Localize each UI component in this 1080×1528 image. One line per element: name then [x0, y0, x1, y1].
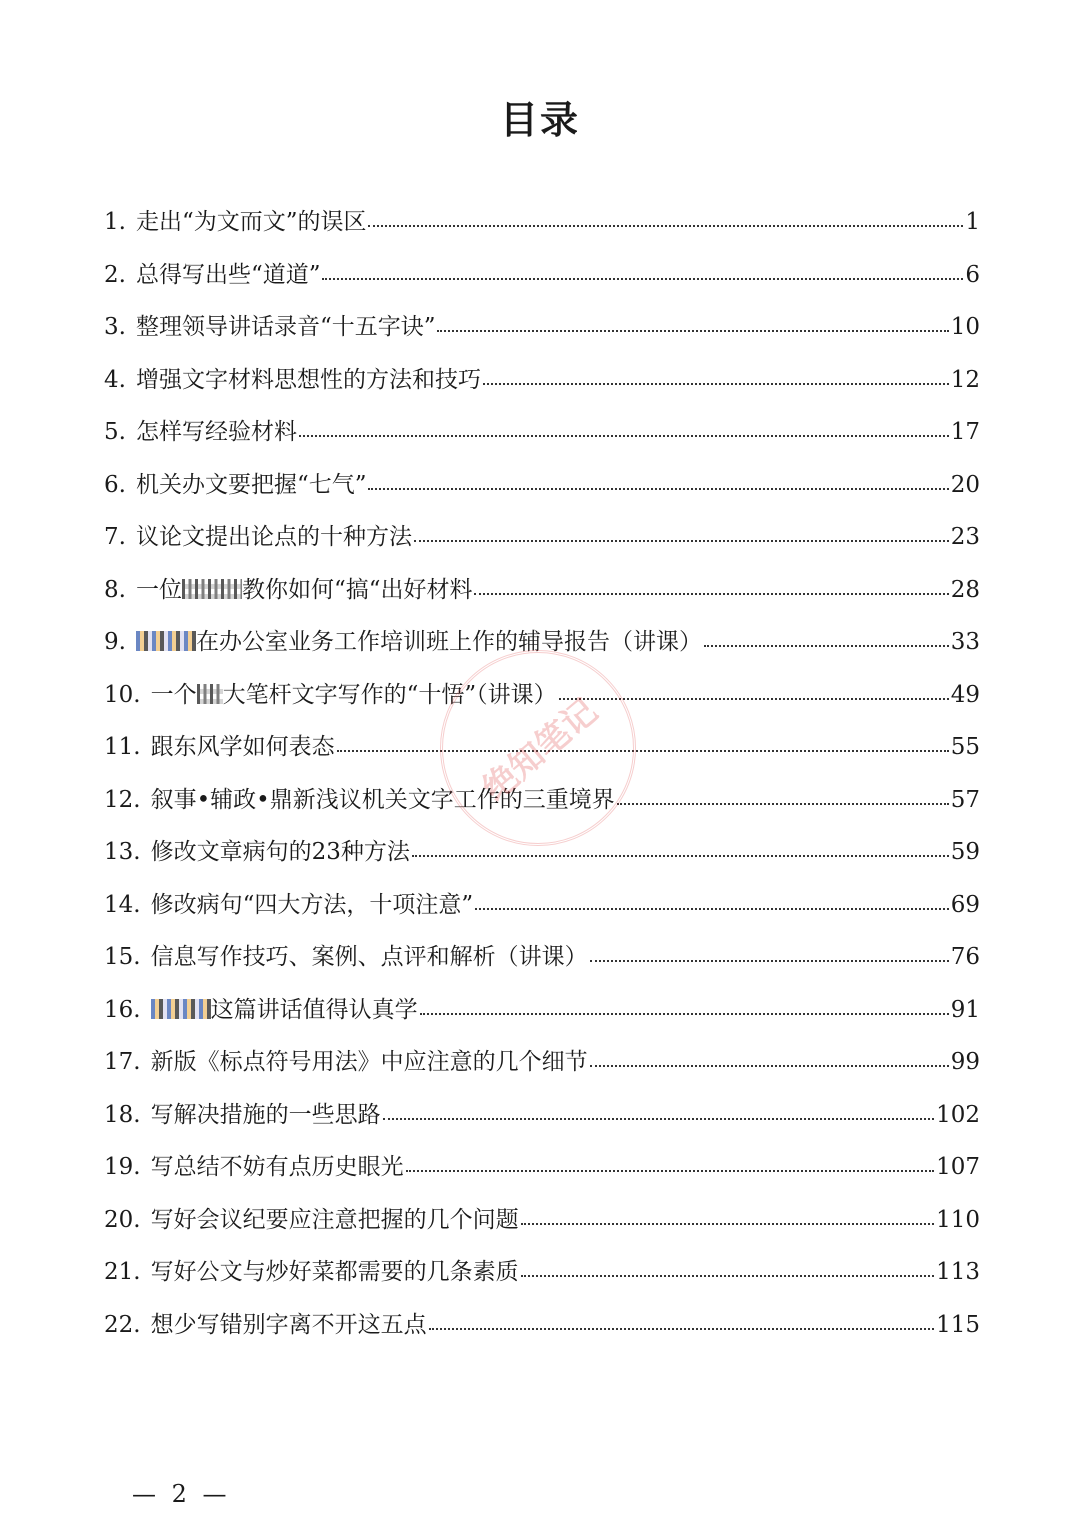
- toc-entry-title-part: 教你如何“搞“出好材料: [241, 576, 473, 603]
- toc-entry-title: [136, 616, 702, 669]
- toc-entry[interactable]: [104, 249, 980, 302]
- redacted-text-block: [197, 684, 223, 704]
- toc-entry-number: 4.: [104, 366, 126, 393]
- toc-entry[interactable]: [104, 196, 980, 249]
- toc-entry-page-number: 17: [950, 419, 980, 445]
- toc-entry-page-number: 28: [950, 576, 980, 603]
- toc-entry-title: 修改文章病句的23种方法: [150, 839, 410, 865]
- dot-leader: [420, 999, 949, 1017]
- toc-entry-title: 写好会议纪要应注意把握的几个问题: [150, 1206, 519, 1233]
- dot-leader: [590, 946, 949, 964]
- toc-entry[interactable]: [104, 301, 980, 354]
- toc-entry-title: 写解决措施的一些思路: [150, 1101, 381, 1128]
- toc-entry-number: 10.: [104, 681, 141, 708]
- toc-entry-title-part: 一位: [135, 576, 182, 603]
- toc-entry[interactable]: [104, 406, 980, 459]
- toc-entry[interactable]: [104, 1299, 980, 1352]
- toc-entry-title: 新版《标点符号用法》中应注意的几个细节: [150, 1049, 588, 1075]
- toc-entry-number: 9.: [104, 629, 126, 655]
- toc-entry-page-number: 115: [936, 1311, 980, 1338]
- toc-entry-page-number: 10: [950, 314, 980, 340]
- toc-entry-page-number: 23: [950, 524, 980, 550]
- toc-entry-number: 21.: [104, 1259, 141, 1285]
- dot-leader: [414, 526, 949, 544]
- dot-leader: [475, 894, 949, 912]
- toc-entry[interactable]: [104, 564, 980, 617]
- toc-entry-page-number: 69: [950, 891, 980, 918]
- watermark-stamp: [440, 650, 636, 846]
- dot-leader: [590, 1051, 949, 1069]
- toc-entry-title: 跟东风学如何表态: [150, 734, 335, 760]
- toc-entry[interactable]: [104, 1089, 980, 1142]
- toc-entry[interactable]: [104, 879, 980, 932]
- toc-entry[interactable]: [104, 1194, 980, 1247]
- toc-entry-title: 修改病句“四大方法，十项注意”: [150, 891, 474, 918]
- toc-entry-title: 议论文提出论点的十种方法: [135, 524, 412, 550]
- toc-entry-number: 3.: [104, 314, 126, 340]
- toc-entry-page-number: 12: [950, 366, 980, 393]
- toc-entry-number: 20.: [104, 1206, 141, 1233]
- toc-entry-page-number: 6: [965, 261, 980, 288]
- dot-leader: [383, 1104, 935, 1122]
- toc-entry-title-part: 这篇讲话值得认真学: [210, 996, 418, 1023]
- toc-entry-number: 22.: [104, 1311, 141, 1338]
- toc-entry-number: 2.: [104, 261, 126, 288]
- toc-entry[interactable]: [104, 1246, 980, 1299]
- toc-entry-number: 12.: [104, 786, 141, 813]
- watermark-text: 绝知笔记: [475, 691, 606, 810]
- toc-entry-title: 机关办文要把握“七气”: [135, 471, 367, 498]
- toc-entry-title: 走出“为文而文”的误区: [135, 209, 367, 235]
- toc-entry-title: 写总结不妨有点历史眼光: [150, 1154, 404, 1180]
- toc-entry-page-number: 76: [950, 944, 980, 970]
- toc-entry[interactable]: [104, 931, 980, 984]
- redacted-text-block: [136, 631, 196, 651]
- toc-entry-title-part: 一个: [150, 681, 197, 708]
- toc-entry[interactable]: [104, 459, 980, 512]
- toc-entry-title: 总得写出些“道道”: [135, 261, 321, 288]
- toc-entry-page-number: 20: [950, 471, 980, 498]
- dot-leader: [483, 369, 949, 387]
- dot-leader: [337, 736, 949, 754]
- toc-entry-page-number: 110: [936, 1206, 980, 1233]
- toc-entry-title: [136, 564, 473, 617]
- toc-entry[interactable]: [104, 511, 980, 564]
- toc-entry-page-number: 33: [950, 629, 980, 655]
- dot-leader: [412, 841, 949, 859]
- dot-leader: [521, 1209, 935, 1227]
- toc-entry-number: 17.: [104, 1049, 141, 1075]
- toc-entry-number: 7.: [104, 524, 126, 550]
- dot-leader: [521, 1261, 935, 1279]
- dot-leader: [617, 789, 949, 807]
- toc-entry-number: 1.: [104, 209, 126, 235]
- redacted-text-block: [182, 579, 242, 599]
- toc-entry-page-number: 99: [950, 1049, 980, 1075]
- toc-entry-title-part: 大笔杆文字写作的“十悟”（讲课）: [222, 681, 557, 708]
- dot-leader: [429, 1314, 935, 1332]
- toc-entry-page-number: 59: [950, 839, 980, 865]
- toc-entry[interactable]: [104, 1036, 980, 1089]
- toc-entry[interactable]: [104, 354, 980, 407]
- dot-leader: [474, 579, 948, 597]
- toc-entry-page-number: 49: [950, 681, 980, 708]
- page-title: 目录: [499, 97, 580, 142]
- toc-entry-number: 18.: [104, 1101, 141, 1128]
- toc-entry-page-number: 91: [950, 996, 980, 1023]
- dot-leader: [368, 211, 963, 229]
- toc-entry-number: 11.: [104, 734, 141, 760]
- toc-entry-title: 写好公文与炒好菜都需要的几条素质: [150, 1259, 519, 1285]
- toc-entry[interactable]: [104, 984, 980, 1037]
- toc-entry-page-number: 102: [936, 1101, 980, 1128]
- toc-entry-title-part: 在办公室业务工作培训班上作的辅导报告（讲课）: [195, 629, 702, 655]
- toc-entry-number: 14.: [104, 891, 141, 918]
- toc-entry[interactable]: [104, 1141, 980, 1194]
- dot-leader: [406, 1156, 935, 1174]
- toc-entry-title: 增强文字材料思想性的方法和技巧: [135, 366, 481, 393]
- page-number-footer: — 2 —: [132, 1480, 231, 1508]
- toc-entry-title: [151, 984, 418, 1037]
- toc-entry-title: 怎样写经验材料: [135, 419, 297, 445]
- toc-entry-title: 想少写错别字离不开这五点: [150, 1311, 427, 1338]
- toc-entry-number: 6.: [104, 471, 126, 498]
- dot-leader: [322, 264, 963, 282]
- toc-entry-page-number: 55: [950, 734, 980, 760]
- dot-leader: [704, 631, 949, 649]
- toc-entry-number: 19.: [104, 1154, 141, 1180]
- toc-entry-number: 5.: [104, 419, 126, 445]
- toc-entry-page-number: 113: [936, 1259, 980, 1285]
- toc-entry-title: 整理领导讲话录音“十五字诀”: [135, 314, 436, 340]
- toc-entry-page-number: 57: [950, 786, 980, 813]
- dot-leader: [299, 421, 949, 439]
- dot-leader: [368, 474, 948, 492]
- toc-entry-number: 15.: [104, 944, 141, 970]
- toc-entry-title: 信息写作技巧、案例、点评和解析（讲课）: [150, 944, 588, 970]
- dot-leader: [437, 316, 948, 334]
- toc-entry-number: 16.: [104, 996, 141, 1023]
- toc-entry-page-number: 1: [965, 209, 980, 235]
- redacted-text-block: [151, 999, 211, 1019]
- toc-entry-page-number: 107: [936, 1154, 980, 1180]
- toc-entry-number: 13.: [104, 839, 141, 865]
- toc-entry-number: 8.: [104, 576, 126, 603]
- toc-entry-title: 叙事•辅政•鼎新浅议机关文字工作的三重境界: [150, 786, 615, 813]
